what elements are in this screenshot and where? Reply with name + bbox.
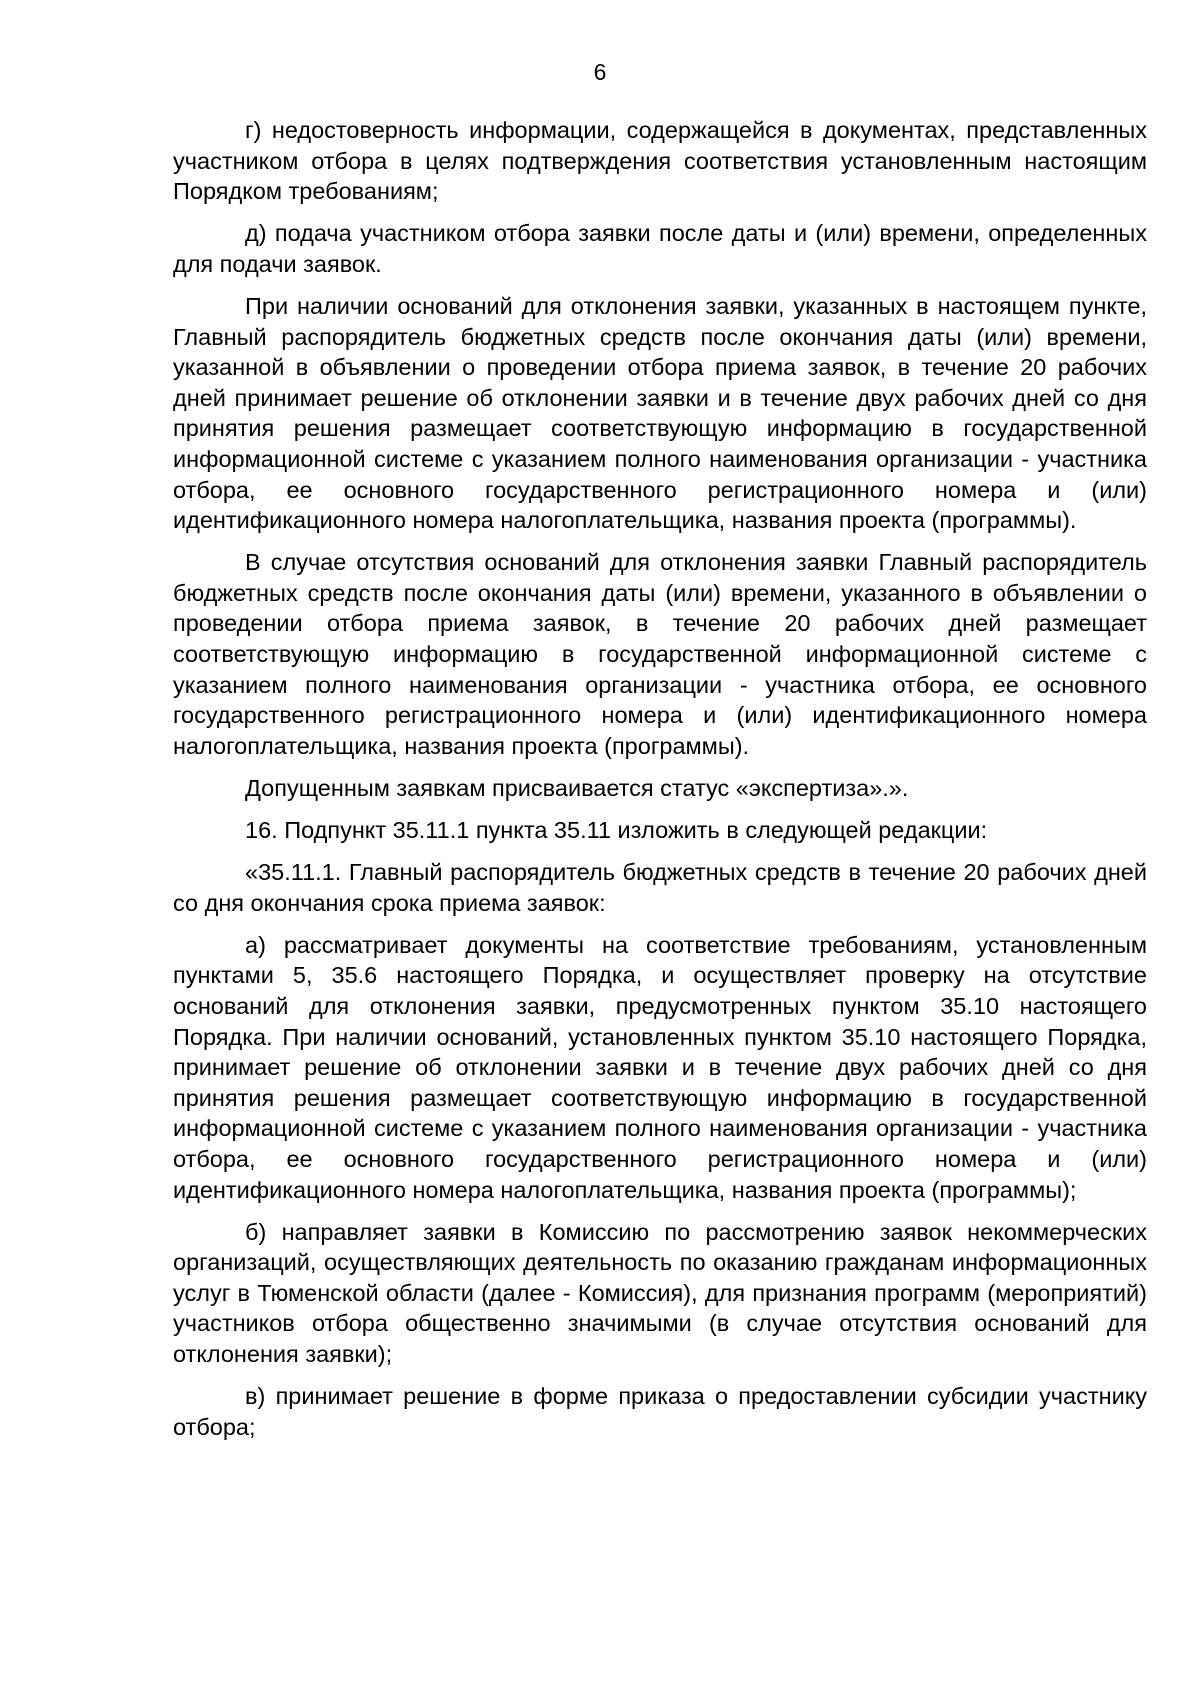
paragraph-subitem-a: а) рассматривает документы на соответствие требованиям, установленным пунктами 5, 35.6 настоящего Порядка, и осуществляет проверку на отсутствие оснований для отклонения заявки, предусмотренных пунктом 35.10 настоящего Порядка. При наличии оснований, установленных пунктом 35.10 настоящего Порядка, принимает решение об отклонении заявки и в течение двух рабочих дней со дня принятия решения размещает соответствующую информацию в государственной информационной системе с указанием полного наименования организации - участника отбора, ее основного государственного регистрационного номера и (или) идентификационного номера налогоплательщика, названия проекта (программы); [173,931,1147,1203]
page-number: 6 [593,59,607,85]
paragraph-item-g: г) недостоверность информации, содержащейся в документах, представленных участником отбора в целях подтверждения соответствия установленным настоящим Порядком требованиям; [173,117,1147,205]
paragraph-no-rejection-grounds: В случае отсутствия оснований для отклонения заявки Главный распорядитель бюджетных средств после окончания даты (или) времени, указанного в объявлении о проведении отбора приема заявок, в течение 20 рабочих дней размещает соответствующую информацию в государственной информационной системе с указанием полного наименования организации - участника отбора, ее основного государственного регистрационного номера и (или) идентификационного номера налогоплательщика, названия проекта (программы). [173,549,1147,759]
paragraph-35-11-1: «35.11.1. Главный распорядитель бюджетных средств в течение 20 рабочих дней со дня окончания срока приема заявок: [173,859,1147,916]
paragraph-subitem-b: б) направляет заявки в Комиссию по рассмотрению заявок некоммерческих организаций, осуществляющих деятельность по оказанию гражданам информационных услуг в Тюменской области (далее - Комиссия), для признания программ (мероприятий) участников отбора общественно значимыми (в случае отсутствия оснований для отклонения заявки); [173,1218,1147,1367]
paragraph-expertise-status: Допущенным заявкам присваивается статус «экспертиза».». [245,774,909,801]
document-body [173,115,1147,1454]
paragraph-item-d: д) подача участником отбора заявки после даты и (или) времени, определенных для подачи заявок. [173,220,1147,277]
paragraph-amendment-16: 16. Подпункт 35.11.1 пункта 35.11 изложить в следующей редакции: [245,816,988,843]
paragraph-subitem-v: в) принимает решение в форме приказа о предоставлении субсидии участнику отбора; [173,1383,1147,1440]
paragraph-rejection-grounds: При наличии оснований для отклонения заявки, указанных в настоящем пункте, Главный распорядитель бюджетных средств после окончания даты (или) времени, указанной в объявлении о проведении отбора приема заявок, в течение 20 рабочих дней принимает решение об отклонении заявки и в течение двух рабочих дней со дня принятия решения размещает соответствующую информацию в государственной информационной системе с указанием полного наименования организации - участника отбора, ее основного государственного регистрационного номера и (или) идентификационного номера налогоплательщика, названия проекта (программы). [173,292,1147,534]
